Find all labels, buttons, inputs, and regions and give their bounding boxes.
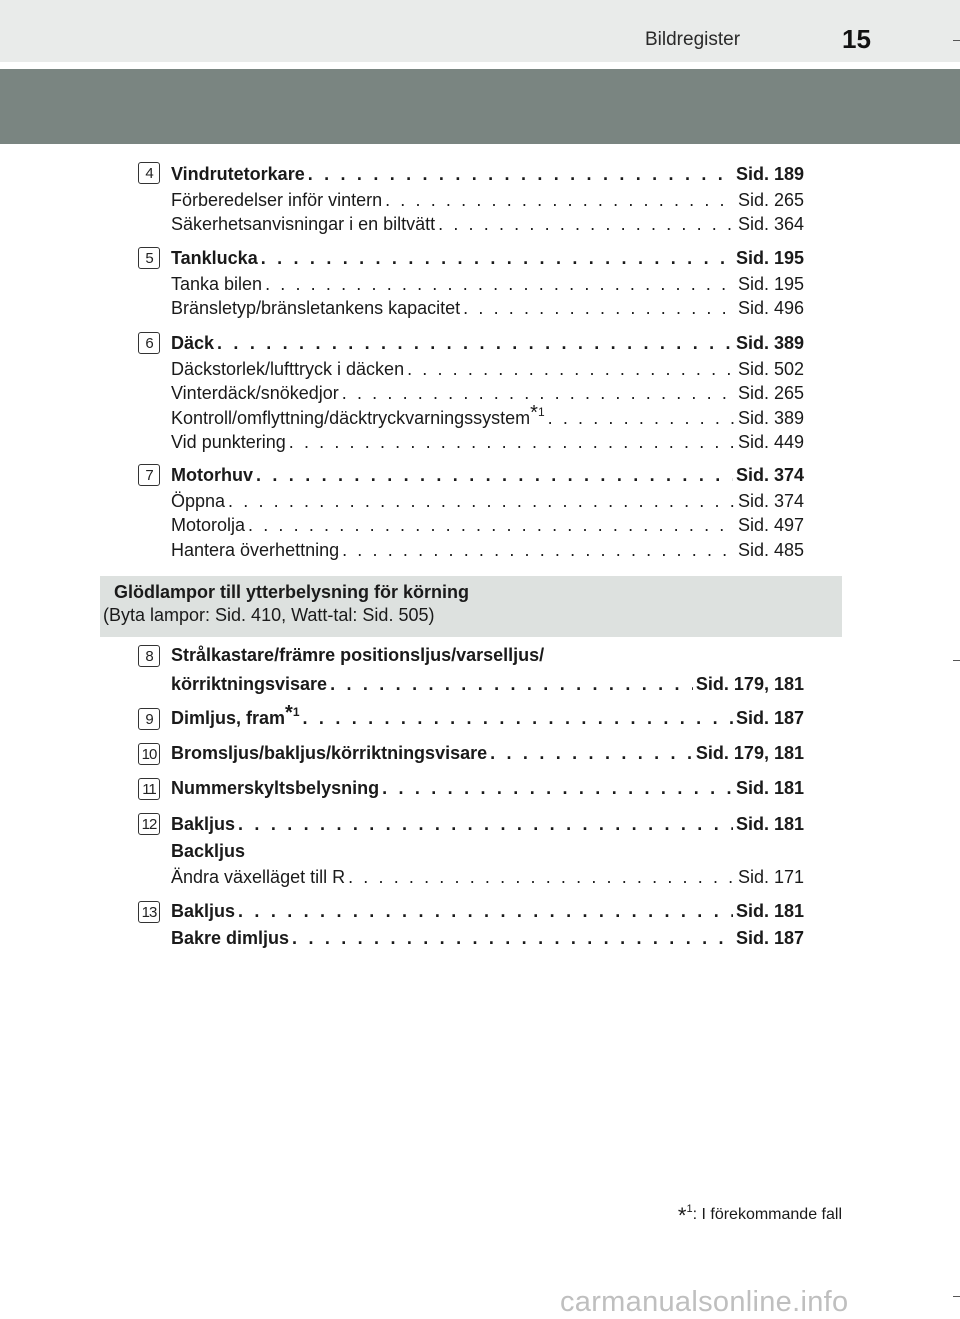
entry-sub-row[interactable] xyxy=(171,272,804,296)
index-entry-tail-lights xyxy=(171,811,804,889)
callout-number-badge: 13 xyxy=(138,901,160,923)
callout-number-badge: 7 xyxy=(138,464,160,486)
entry-sub-row[interactable] xyxy=(171,296,804,320)
footnote-marker xyxy=(285,702,300,724)
page-ref: Sid. 265 xyxy=(737,190,804,210)
entry-label: Bromsljus/bakljus/körriktningsvisare xyxy=(171,743,488,763)
leader-dots xyxy=(342,381,735,405)
entry-label: körriktningsvisare xyxy=(171,674,328,694)
leader-dots xyxy=(217,330,733,357)
leader-dots xyxy=(238,811,733,838)
section-title: Bildregister xyxy=(645,29,741,50)
footnote-marker xyxy=(530,401,545,424)
callout-number-badge: 10 xyxy=(138,743,160,765)
callout-number-badge: 8 xyxy=(138,645,160,667)
crop-mark xyxy=(953,660,960,661)
section-heading-band xyxy=(100,576,842,637)
leader-dots xyxy=(228,489,735,513)
footnote-index: 1 xyxy=(537,404,545,419)
entry-sub-row[interactable] xyxy=(171,430,804,454)
leader-dots xyxy=(382,775,733,802)
entry-label: Bränsletyp/bränsletankens kapacitet xyxy=(171,298,461,319)
callout-number-badge: 6 xyxy=(138,332,160,354)
entry-label: Tanklucka xyxy=(171,248,258,268)
leader-dots xyxy=(256,462,733,489)
page-ref: Sid. 374 xyxy=(735,465,804,485)
page-ref: Sid. 502 xyxy=(737,359,804,379)
section-subheading: (Byta lampor: Sid. 410, Watt-tal: Sid. 505) xyxy=(103,605,435,625)
entry-sub-row[interactable] xyxy=(171,538,804,562)
entry-label-text: Dimljus, fram xyxy=(171,708,286,728)
footnote xyxy=(678,1203,842,1229)
entry-label: Strålkastare/främre positionsljus/varselljus/ xyxy=(171,645,545,665)
leader-dots xyxy=(438,212,735,236)
page-ref: Sid. 195 xyxy=(735,248,804,268)
entry-main-row[interactable] xyxy=(171,462,804,489)
index-entry-tires xyxy=(171,330,804,455)
entry-sub-row[interactable] xyxy=(171,357,804,381)
page-ref: Sid. 179, 181 xyxy=(695,743,804,763)
page-ref: Sid. 449 xyxy=(737,432,804,453)
entry-label: Säkerhetsanvisningar i en biltvätt xyxy=(171,214,436,235)
footnote-index: 1 xyxy=(292,705,300,719)
page-ref: Sid. 187 xyxy=(735,708,804,728)
leader-dots xyxy=(342,538,735,562)
footnote-star: * xyxy=(530,401,538,424)
section-heading: Glödlampor till ytterbelysning för körning xyxy=(114,582,470,602)
page-ref: Sid. 195 xyxy=(737,274,804,294)
leader-dots xyxy=(308,161,733,188)
entry-label: Ändra växelläget till R xyxy=(171,867,346,887)
entry-main-row[interactable] xyxy=(171,245,804,272)
entry-label: Bakre dimljus xyxy=(171,928,290,948)
page-ref: Sid. 496 xyxy=(737,298,804,319)
entry-label: Hantera överhettning xyxy=(171,539,340,560)
entry-main-row[interactable] xyxy=(171,161,804,188)
index-entry-fog-lights xyxy=(171,702,804,732)
footnote-text: : I förekommande fall xyxy=(692,1206,842,1223)
index-entry-brake-lights xyxy=(171,740,804,767)
entry-label xyxy=(171,401,545,430)
page-ref: Sid. 485 xyxy=(737,539,804,560)
header-banner xyxy=(0,69,960,144)
entry-sub-row[interactable] xyxy=(171,381,804,405)
index-entry-headlights xyxy=(171,642,804,698)
page-ref: Sid. 497 xyxy=(737,515,804,536)
entry-main-row[interactable] xyxy=(171,775,804,802)
entry-label-text: Kontroll/omflyttning/däcktryckvarningssystem xyxy=(171,407,531,428)
leader-dots xyxy=(265,272,735,296)
leader-dots xyxy=(463,296,735,320)
entry-label: Tanka bilen xyxy=(171,274,263,294)
entry-label: Motorhuv xyxy=(171,465,253,485)
index-entry-hood xyxy=(171,462,804,562)
page-number: 15 xyxy=(842,24,871,54)
leader-dots xyxy=(548,406,735,430)
entry-label: Backljus xyxy=(171,841,246,861)
index-entry-rear-fog-light xyxy=(171,898,804,952)
entry-main-row[interactable] xyxy=(171,330,804,357)
entry-main-row[interactable] xyxy=(171,702,804,732)
entry-main-row[interactable] xyxy=(171,811,804,838)
callout-number-badge: 4 xyxy=(138,162,160,184)
page-ref: Sid. 364 xyxy=(737,214,804,235)
page-ref: Sid. 171 xyxy=(737,867,804,887)
entry-main-row[interactable] xyxy=(171,838,804,865)
leader-dots xyxy=(490,740,693,767)
entry-sub-row[interactable] xyxy=(171,188,804,212)
entry-sub-row[interactable] xyxy=(171,489,804,513)
entry-main-row[interactable] xyxy=(171,642,804,669)
callout-number-badge: 5 xyxy=(138,247,160,269)
page-ref: Sid. 374 xyxy=(737,491,804,511)
page-ref: Sid. 181 xyxy=(735,778,804,798)
entry-label: Vinterdäck/snökedjor xyxy=(171,383,339,404)
leader-dots xyxy=(292,925,733,952)
leader-dots xyxy=(261,245,733,272)
entry-sub-row[interactable] xyxy=(171,212,804,236)
page-ref: Sid. 187 xyxy=(735,928,804,948)
page-ref: Sid. 389 xyxy=(737,407,804,428)
page-ref: Sid. 181 xyxy=(735,814,804,834)
crop-mark xyxy=(953,1296,960,1297)
entry-label: Bakljus xyxy=(171,901,236,921)
page-ref: Sid. 179, 181 xyxy=(695,674,804,694)
footnote-star: * xyxy=(285,702,293,724)
entry-label: Nummerskyltsbelysning xyxy=(171,778,380,798)
callout-number-badge: 9 xyxy=(138,708,160,730)
leader-dots xyxy=(385,188,735,212)
entry-label: Förberedelser inför vintern xyxy=(171,190,383,210)
entry-main-row[interactable] xyxy=(171,671,804,698)
leader-dots xyxy=(289,430,735,454)
crop-mark xyxy=(953,40,960,41)
entry-label: Vindrutetorkare xyxy=(171,164,305,184)
entry-sub-row[interactable] xyxy=(171,865,804,889)
entry-label xyxy=(171,702,300,732)
page-ref: Sid. 265 xyxy=(737,383,804,404)
leader-dots xyxy=(238,898,733,925)
leader-dots xyxy=(248,513,735,537)
page-ref: Sid. 189 xyxy=(735,164,804,184)
entry-main-row[interactable] xyxy=(171,925,804,952)
leader-dots xyxy=(330,671,693,698)
page-ref: Sid. 389 xyxy=(735,333,804,353)
leader-dots xyxy=(407,357,735,381)
callout-number-badge: 12 xyxy=(138,813,160,835)
footnote-index: 1 xyxy=(686,1203,693,1215)
page-ref: Sid. 181 xyxy=(735,901,804,921)
entry-label: Däck xyxy=(171,333,215,353)
leader-dots xyxy=(348,865,735,889)
watermark: carmanualsonline.info xyxy=(560,1286,849,1318)
index-entry-license-plate-light xyxy=(171,775,804,802)
entry-main-row[interactable] xyxy=(171,740,804,767)
entry-label: Bakljus xyxy=(171,814,236,834)
entry-main-row[interactable] xyxy=(171,898,804,925)
callout-number-badge: 11 xyxy=(138,778,160,800)
index-entry-wipers xyxy=(171,161,804,237)
footnote-star: * xyxy=(677,1203,687,1228)
index-entry-fuel-door xyxy=(171,245,804,321)
entry-label: Motorolja xyxy=(171,515,246,536)
entry-label: Vid punktering xyxy=(171,432,286,453)
page-header-strip xyxy=(0,0,960,62)
entry-sub-row[interactable] xyxy=(171,401,804,430)
leader-dots xyxy=(303,705,733,732)
entry-label: Öppna xyxy=(171,491,226,511)
entry-sub-row[interactable] xyxy=(171,513,804,537)
entry-label: Däckstorlek/lufttryck i däcken xyxy=(171,359,405,379)
